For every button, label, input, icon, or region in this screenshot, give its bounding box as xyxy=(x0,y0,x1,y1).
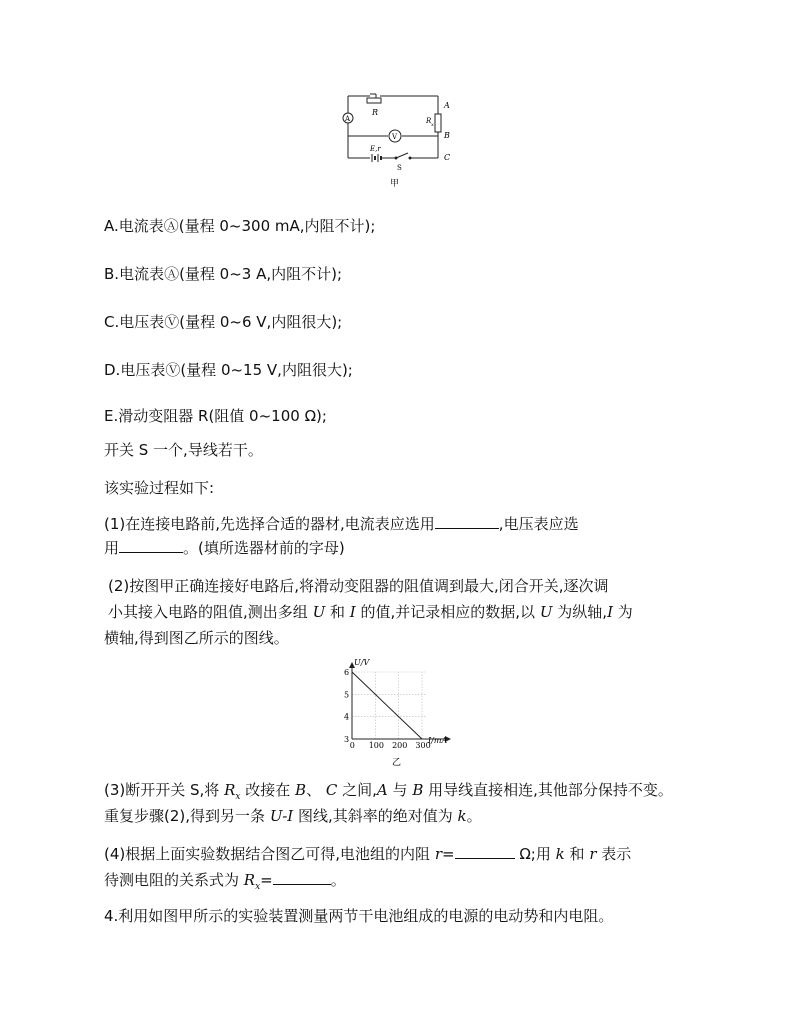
step1-line2 xyxy=(104,538,345,558)
step3-text: 图线,其斜率的绝对值为 xyxy=(297,807,453,825)
answer-blank-ammeter[interactable] xyxy=(435,514,499,529)
option-letter: D. xyxy=(104,361,121,379)
step1-text-b: ,电压表应选 xyxy=(498,515,579,533)
graph-caption: 乙 xyxy=(392,758,402,768)
x-tick-label: 100 xyxy=(368,741,385,750)
step3-text: 重复步骤(2),得到另一条 xyxy=(104,807,266,825)
rheostat-label: R xyxy=(372,108,379,117)
question-4: 4.利用如图甲所示的实验装置测量两节干电池组成的电源的电动势和内电阻。 xyxy=(104,907,614,925)
node-a-label: A xyxy=(444,101,450,110)
option-text: 滑动变阻器 R(阻值 0~100 Ω); xyxy=(118,407,327,425)
symbol-rx: R xyxy=(243,871,256,889)
symbol-u: U xyxy=(312,603,326,621)
step3-line2 xyxy=(104,806,482,826)
step4-text: = xyxy=(441,845,455,863)
step1-text-c: 用 xyxy=(104,539,120,557)
symbol-a: A xyxy=(376,781,388,799)
step1-line1 xyxy=(104,514,579,534)
step2-text: 为纵轴, xyxy=(557,603,608,621)
voltmeter-symbol: V xyxy=(392,133,398,141)
step1-text-a: (1)在连接电路前,先选择合适的器材,电流表应选用 xyxy=(104,515,435,533)
step4-text: 待测电阻的关系式为 xyxy=(104,871,240,889)
symbol-i: I xyxy=(349,603,356,621)
step4-text: (4)根据上面实验数据结合图乙可得,电池组的内阻 xyxy=(104,845,431,863)
option-letter: B. xyxy=(104,265,120,283)
ui-line xyxy=(352,672,422,739)
step4-line2 xyxy=(104,870,346,897)
symbol-b: B xyxy=(412,781,424,799)
symbol-rx: R xyxy=(224,781,236,799)
symbol-rx-subscript: x xyxy=(235,792,241,802)
step2-line2 xyxy=(108,602,633,622)
step2-text: 小其接入电路的阻值,测出多组 xyxy=(108,603,308,621)
option-text: 电流表Ⓐ(量程 0~3 A,内阻不计); xyxy=(119,265,343,283)
switch-line: 开关 S 一个,导线若干。 xyxy=(104,441,263,459)
option-c xyxy=(104,312,342,332)
symbol-b: B xyxy=(295,781,307,799)
y-axis-label: U/V xyxy=(354,658,370,667)
step3-text: 、 xyxy=(306,781,322,799)
option-letter: C. xyxy=(104,313,120,331)
step3-text: 用导线直接相连,其他部分保持不变。 xyxy=(428,781,673,799)
option-text: 电压表Ⓥ(量程 0~15 V,内阻很大); xyxy=(120,361,353,379)
step3-text: (3)断开开关 S,将 xyxy=(104,781,220,799)
y-tick-label: 3 xyxy=(344,735,350,744)
switch-label: S xyxy=(397,164,402,172)
rx-subscript: x xyxy=(431,122,434,128)
circuit-caption: 甲 xyxy=(390,179,400,189)
node-b-label: B xyxy=(444,131,450,140)
symbol-r: r xyxy=(434,845,442,863)
option-text: 电压表Ⓥ(量程 0~6 V,内阻很大); xyxy=(119,313,343,331)
answer-blank-voltmeter[interactable] xyxy=(119,538,183,553)
x-axis-label: I/mA xyxy=(428,736,448,745)
y-tick-label: 5 xyxy=(344,690,350,700)
step3-text: 。 xyxy=(466,807,482,825)
step2-line1: (2)按图甲正确连接好电路后,将滑动变阻器的阻值调到最大,闭合开关,逐次调 xyxy=(108,577,609,595)
step2-line3: 横轴,得到图乙所示的图线。 xyxy=(104,629,289,647)
step4-text: 和 xyxy=(569,845,585,863)
step2-text: 的值,并记录相应的数据,以 xyxy=(360,603,536,621)
step3-text: 之间, xyxy=(342,781,377,799)
option-b xyxy=(104,264,342,284)
option-a xyxy=(104,216,375,236)
symbol-i: I xyxy=(607,603,613,621)
step4-line1 xyxy=(104,844,631,864)
battery-label: E,r xyxy=(370,145,381,153)
y-tick-label: 4 xyxy=(344,712,350,722)
symbol-c: C xyxy=(325,781,338,799)
rx-label: R xyxy=(426,117,432,125)
symbol-ui: U-I xyxy=(269,807,294,825)
ammeter-symbol: A xyxy=(345,115,351,123)
option-d xyxy=(104,360,353,380)
step3-text: 改接在 xyxy=(245,781,291,799)
step3-line1 xyxy=(104,780,673,807)
y-tick-label: 6 xyxy=(344,668,350,677)
node-c-label: C xyxy=(444,153,451,162)
symbol-r: r xyxy=(589,845,597,863)
step2-text: 和 xyxy=(330,603,346,621)
option-e xyxy=(104,406,327,426)
x-tick-label: 0 xyxy=(349,741,355,750)
answer-blank-internal-resistance[interactable] xyxy=(455,844,515,859)
process-intro: 该实验过程如下: xyxy=(104,479,215,497)
step3-text: 与 xyxy=(392,781,408,799)
symbol-rx-subscript: x xyxy=(255,882,261,892)
ui-graph xyxy=(330,655,460,771)
option-letter: A. xyxy=(104,217,119,235)
answer-blank-rx-expression[interactable] xyxy=(273,870,331,885)
x-tick-label: 300 xyxy=(415,741,431,750)
circuit-diagram xyxy=(340,90,460,190)
step4-text: = xyxy=(260,871,273,889)
step4-text: Ω;用 xyxy=(519,845,551,863)
step2-text: 为 xyxy=(617,603,633,621)
symbol-k: k xyxy=(457,807,467,825)
step4-text: 。 xyxy=(330,871,346,889)
step4-text: 表示 xyxy=(601,845,632,863)
option-text: 电流表Ⓐ(量程 0~300 mA,内阻不计); xyxy=(118,217,376,235)
x-tick-label: 200 xyxy=(392,741,408,750)
step1-text-d: 。(填所选器材前的字母) xyxy=(183,539,345,557)
symbol-k: k xyxy=(555,845,565,863)
option-letter: E. xyxy=(104,407,119,425)
symbol-u: U xyxy=(539,603,553,621)
